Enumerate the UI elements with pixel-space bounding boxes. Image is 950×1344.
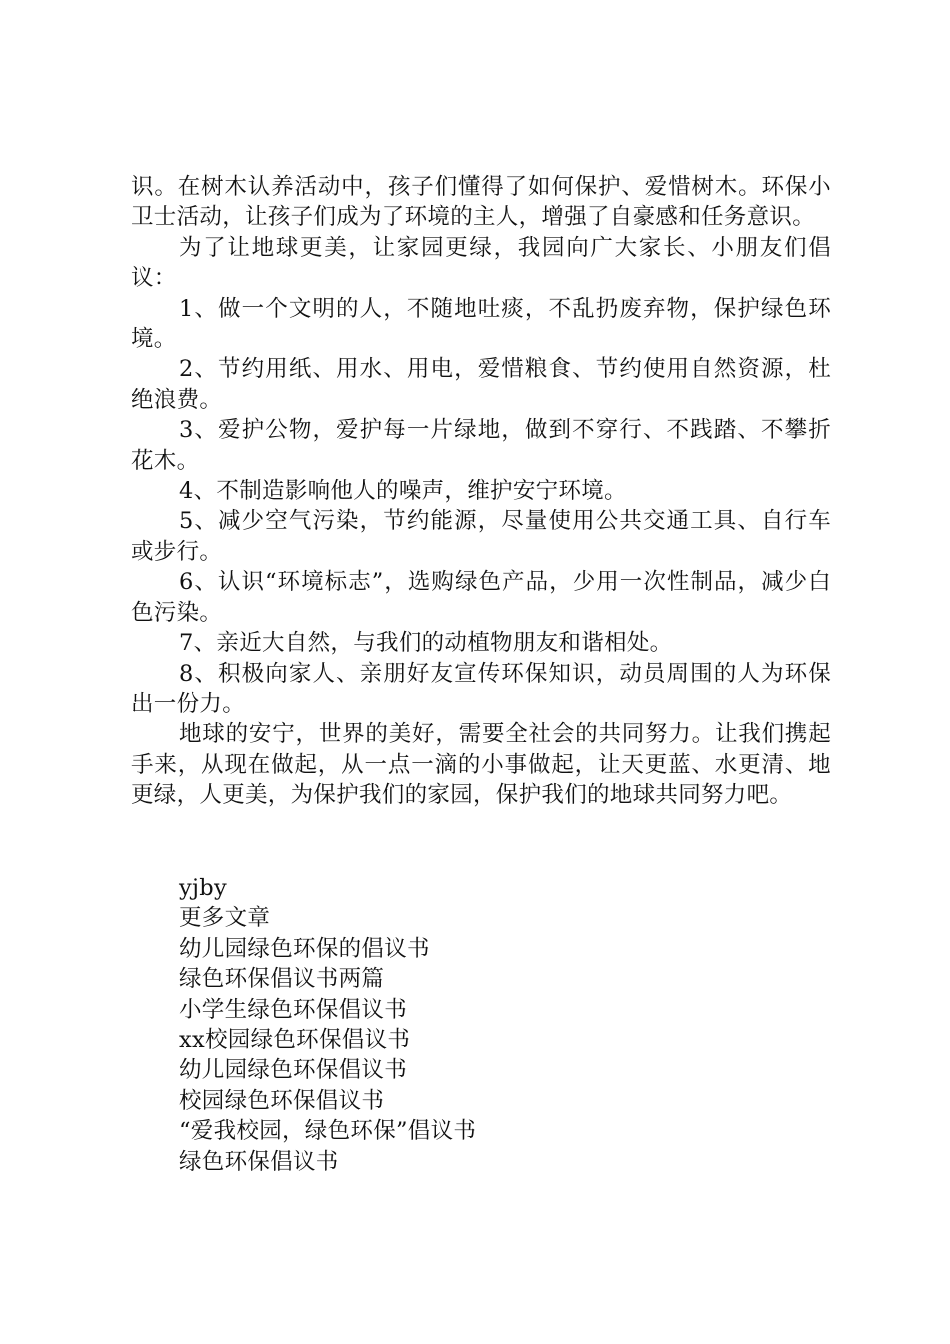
related-article-link[interactable]: 绿色环保倡议书两篇 [179,966,385,993]
related-article-link[interactable]: 校园绿色环保倡议书 [179,1087,385,1114]
footer-section [179,873,779,1177]
proposal-item-2: 2、节约用纸、用水、用电，爱惜粮食、节约使用自然资源，杜绝浪费。 [131,356,831,413]
more-articles-heading: 更多文章 [179,905,271,932]
related-article-link[interactable]: xx校园绿色环保倡议书 [179,1027,411,1054]
related-article-link[interactable]: 幼儿园绿色环保倡议书 [179,1057,408,1084]
proposal-item-5: 5、减少空气污染，节约能源，尽量使用公共交通工具、自行车或步行。 [131,508,831,565]
proposal-item-8: 8、积极向家人、亲朋好友宣传环保知识，动员周围的人为环保出一份力。 [131,660,831,717]
document-body [131,172,831,811]
related-article-link[interactable]: “爱我校园，绿色环保”倡议书 [179,1118,477,1145]
proposal-item-4: 4、不制造影响他人的噪声，维护安宁环境。 [179,478,627,505]
proposal-item-3: 3、爱护公物，爱护每一片绿地，做到不穿行、不践踏、不攀折花木。 [131,417,831,474]
paragraph-proposal-intro: 为了让地球更美，让家园更绿，我园向广大家长、小朋友们倡议： [131,234,831,292]
related-article-link[interactable]: 小学生绿色环保倡议书 [179,996,408,1023]
related-article-link[interactable]: 绿色环保倡议书 [179,1148,339,1175]
proposal-item-7: 7、亲近大自然，与我们的动植物朋友和谐相处。 [179,630,673,657]
proposal-item-1: 1、做一个文明的人，不随地吐痰，不乱扔废弃物，保护绿色环境。 [131,295,831,353]
paragraph-conclusion: 地球的安宁，世界的美好，需要全社会的共同努力。让我们携起手来，从现在做起，从一点一滴的小事做起，让天更蓝、水更清、地更绿，人更美，为保护我们的家园，保护我们的地球共同努力吧。 [131,721,831,809]
paragraph-continuation: 识。在树木认养活动中，孩子们懂得了如何保护、爱惜树木。环保小卫士活动，让孩子们成为了环境的主人，增强了自豪感和任务意识。 [131,174,831,231]
proposal-item-6: 6、认识“环境标志”，选购绿色产品，少用一次性制品，减少白色污染。 [131,569,831,626]
signature-text: yjby [179,875,228,901]
related-article-link[interactable]: 幼儿园绿色环保的倡议书 [179,935,430,962]
